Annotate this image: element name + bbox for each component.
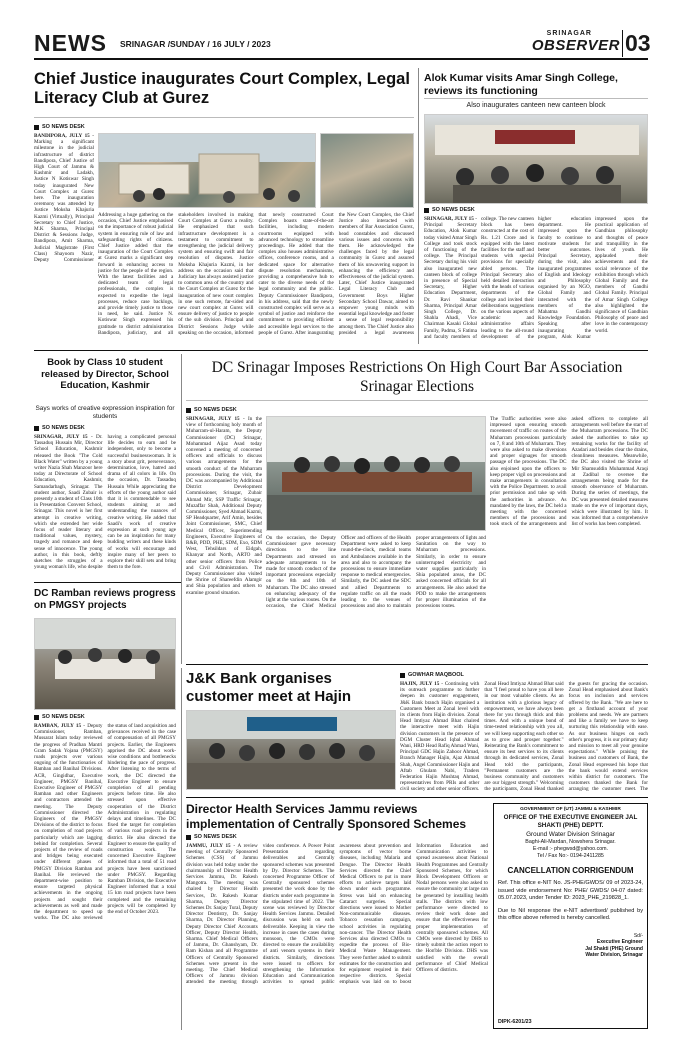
- book-subhead: Says works of creative expression inspiration for students: [35, 405, 175, 420]
- ak-photo: [424, 114, 648, 204]
- dc-byline: [186, 407, 237, 413]
- dc-body-mid: [266, 535, 486, 660]
- tender-line-3: Ground Water Division Srinagar: [526, 831, 615, 838]
- health-para-8: The Director Health Services directed the Chief Medical Officers to put in more efforts to achieve targets laid down under each programme.: [339, 861, 412, 893]
- ramban-para-8: The concerned Executive Engineer informed that a total of 51 road projects have been sanctioned under PMGSY. Regarding Ramban Division, the Executive Engineer informed that a total 15 km road projects have been completed and the remaining projects will be completed by the end of October 2023.: [107, 847, 176, 916]
- tender-body-1: Ref. This office e-NIT No. JS-PHE/GWDS/ 09 of 2023-24, issued vide endorsement No: PHE/ GWDS/ 04-07 dated: 05.07.2023, under Tender ID: 2023_PHE_219828_1.: [498, 880, 643, 902]
- dc-dateline: SRINAGAR, JULY 15: [186, 416, 240, 422]
- cj-para-10: the commitment to providing efficient and accessible legal services to the people of Gurez.: [258, 311, 334, 336]
- ramban-para-1: ACR, Gingidhar, Executive Engineer, PMGSY Banihal, Executive Engineer of PMGSY Ramban and other Engineers and contractors attended the meeting.: [34, 772, 103, 810]
- jk-lead: Continuing with its outreach programme to further deepen its customer engagement, J&K Bank branch Hajin organised a Customers Meet at Zonal level with its clients from Hajin division.: [400, 681, 480, 719]
- dc-lead: In the view of forthcoming holy month of Muharram-ul-Haram, the Deputy Commissioner (DC) Srinagar, Mohammad Aijaz Asad today convened a meeting of concerned officers and officials to discuss: [186, 416, 262, 460]
- byline-square-icon: [400, 673, 405, 678]
- ramban-para-7: The DC fixed the target for completion of various road projects in the district. He also directed the Engineer to ensure the quality of construction work.: [107, 816, 176, 854]
- cj-photo-image: [99, 134, 316, 208]
- ak-para-4: Principal Secretary, during the visit, also inaugurated programmes of English and Ideology and Philosophy: [538, 253, 591, 285]
- cj-para-5: Justice Moksha Khajuria Kazmi, in her address on the occasion said that Judiciary has always assisted justice to common area of the country and the Court Complex at Gurez for the inauguration of new court complex in one such remote, far-sided and new court complex at Gurez: [178, 255, 254, 312]
- cj-photo-2: [320, 133, 414, 208]
- jk-body: HAJIN, JULY 15 - Continuing with its outreach programme to further deepen its customer engagement, J&K Bank branch Hajin organised a Customers Meet at Zonal level with its clients from Hajin division. Zonal Head Imtiyaz Ahmad Bhat chaired the interactive meet with Hajin division customers in the presence of DGM Cluster Head Iqbal Ahmad Wani, HRD Head Rafiq Ahmad Wani, Principal GDC Hajin Zahoor Ahmad, Branch Manager Hajin, Ajaz Ahmad Shah, Angel Commissioner Hajin and Aftab Ghulam Nabi, Traders Federation Hajin Mushtaq Ahmad, representatives from PRIs and other civil society and other senior officers. Zonal Head Imtiyaz Ahmad Bhat said that "I feel proud to have you all here in our most valuable clients. As an institution with a glorious legacy of empowerment, we have always been there for you through thick and thin times. And with a unique bond of time-tested relationship with you all, we will keep supporting each other so as to grow and prosper together." Reiterating the Bank's commitment to ensure its best services to its clients through its dedicated services, Zonal Head told the participants, "Permanent customers are the business community and customers are our biggest strength." Welcoming the participants, Zonal Head thanked the guests for gracing the occasion. Zonal Head emphasised about Bank's focus on inclusion and services offered by the Bank. "We are here to get a firsthand account of your problems and needs. We are partners and like a family we have to keep nurturing this relationship with ease. As our business hinges on each other's progress, it is our primary duty and mission to meet all your genuine expectations." While praising the business and customers of Bank, the Zonal Head expressed his hope that the bank would extend services within district for customers. The customers thanked the Bank for arranging the customer meet. The: [400, 681, 648, 793]
- jk-photo: [186, 710, 396, 790]
- health-para-7: Keeping in view the increase in cases the cases during monsoon, the CMOs were directed to ensure the availability of anti venom systems in their districts. Similarly, directions were issued to officers for strengthening the Information Education and Communication activities to spread public awareness about prevention and symptoms of vector borne diseases, including Malaria and Dengue.: [262, 843, 412, 986]
- health-para-10: The Director Health Services also directed CMOs to expedite the process of Bio-Medical Waste Management. They were further asked to submit estimates for the construction and for equipment required in their respective districts.: [339, 929, 412, 980]
- issue-dateline: SRINAGAR /SUNDAY / 16 JULY / 2023: [120, 39, 271, 49]
- book-lead: Dr. Tassaduq Hussain Mir, Director School Education, Kashmir released the Book "The Cold Black Water" written by a young writer Nazia Shah Manzoor here today at Directorate of School Education, Kashmir, Samandarbagh, Srinagar.: [34, 434, 103, 490]
- cj-para-1: The inauguration ceremony was attended by Justice Moksha Khajuria Kazmi (Virtually), Principal Secretary to Chief Justice, M.K Sharma, Principal District & Sessions Judge, Bandipora, Amit Sharma, Judicial Magistrate (First Class) Shayoom Nazir, Deputy Commissioner: [34, 195, 94, 263]
- dc-para-11: As mandated by the laws, the DC held a meeting with the concerned members of the processions and took stock of the arrangements and asked officers to complete all arrangements well before the start of the Muharram processions. The DC asked the authorities to take up remaining works for the facility of Azadari and besides clear the drains, cleanliness measures.: [490, 416, 648, 528]
- cj-para-11: After inaugurating the New Court Complex, the Chief Justice also interacted with members of Bar Association Gurez, head constables and discussed various issues and concerns with them. He acknowledged the challenges faced by the legal community in Gurez and assured them of his unwavering support in enhancing the efficiency and effectiveness of the judicial system.: [295, 212, 414, 336]
- cj-para-9: Deputy Commissioner Bandipora, in his address, said that the newly constructed complex will serve as a symbol of justice and reinforce: [258, 292, 334, 318]
- cj-para-2: Addressing a huge gathering on the occasion, Chief Justice emphasised on the importance of robust judicial system in ensuring rule of law and safeguarding rights of citizens. Chief Justice added that the inauguration of the Court Complex at Gurez marks a significant step forward in enhancing access to justice for the people of the region. With the latest facilities and a dedicated team of legal professionals, the complex is expected to expedite the legal: [98, 212, 174, 299]
- tender-line-1: GOVERNMENT OF (UT) JAMMU & KASHMIR: [520, 807, 621, 812]
- ramban-para-3: Several projects of the review of roads and bridges being executed under different phases of PMGSY Division Ramban and Banihal. He reviewed the department-wise position to ensure targeted physical achievements in the ongoing projects and sought their achievements as well and made the department to speed up works.: [34, 840, 103, 922]
- jk-photo-image: [187, 711, 396, 790]
- jk-byline-text: GOWHAR MAQBOOL: [408, 672, 464, 678]
- health-body: JAMMU, JULY 15 - A review meeting of Centrally Sponsored Schemes (CSS) of Jammu division was held today under the chairmanship of Director Health Services Jammu, Dr. Rakesh Mangotra. The meeting was chaired by Director Health Services, Dr. Rakesh Kumar Sharma, Deputy Director Schemes Dr. Sanjay Tural, Deputy Director Dentistry, Dr. Sanjay Sharma, Dr. Director Planning, Deputy Director Chief Accounts Officer, Deputy Director Health, Sharma. Chief Medical Officers of Jammu, Dr. Ghanshyam, Dr. Ram Kishan and all Programme Officers of Centrally Sponsored Schemes were present in the meeting. The Chief Medical Officers of Jammu division attended the meeting through video conference. A Power Point Presentation regarding deliverables and Centrally sponsored schemes was presented by Dy. Director Schemes. The concerned Programme Officer of Centrally sponsored schemes presented the work done by the districts under each programme in the stipulated time of 2022. The scene was reviewed by Director Health Services Jammu. Detailed discussion was held on each deliverable. Keeping in view the increase in cases the cases during monsoon, the CMOs were directed to ensure the availability of anti venom systems in their districts. Similarly, directions were issued to officers for strengthening the Information Education and Communication activities to spread public awareness about prevention and symptoms of vector borne diseases, including Malaria and Dengue. The Director Health Services directed the Chief Medical Officers to put in more efforts to achieve targets laid down under each programme. Stress was laid on enhancing Cataract surgeries. Special directions were issued to Mother Non-communicable diseases. Tobacco cessation campaign, school activities in regulating non-cancer. The Director Health Services also directed CMOs to expedite the process of Bio-Medical Waste Management. They were further asked to submit estimates for the construction and for equipment required in their respective districts. Special emphasis was laid on to boost Information Education and Communication activities to spread awareness about National Health Programmes and Centrally Sponsored Schemes, for which Block Development Officers or Nodal persons were also asked to ensure the community at large can be generated by installing health stalls. The districts with low performance were directed to review their work done and ensure that the effectiveness for proper implementation of centrally sponsored schemes. All CMOs were directed by DHS to timely submit the action report to the Hon'ble Division. DHS was satisfied with the overall performance of Chief Medical Officers of districts.: [186, 843, 488, 986]
- section-rule-1: [34, 350, 648, 351]
- ramban-lead: Deputy Commissioner, Ramban, Mussarat Islam today reviewed the progress of Pradhan Mantri Gram Sadak Yojana (PMGSY) roads projects over various ongoing of the functionaries of Ramban and Banihal Divisions.: [34, 723, 103, 773]
- ak-para-6: Speaking after inaugurating the program, Alok Kumar impressed upon the practical application of Gandhian philosophy and thoughts of peace and tranquillity in the lives of youth. He applauded their achievements and the social relevance of the exhibition through which Global Family and the members of Gandhi Global Family.: [538, 216, 648, 340]
- cj-para-6: will ensure delivery of justice to people of the sub division.: [178, 305, 254, 324]
- ak-photo-image: [425, 115, 648, 204]
- ak-lead: Principal Secretary Education, Alok Kumar today visited Amar Singh College and took stock of functioning of the college.: [424, 222, 477, 260]
- jk-para-4: "Permanent customers are the business community and customers are our biggest strength.": [484, 767, 564, 787]
- dc-para-5: On the occasion, the Chief Medical Officer and officers of the Health Department were asked to keep round-the-clock, medical teams and Ambulances available in the area and also to accompany the processions to ensure immediate response to medical emergencies.: [266, 535, 411, 610]
- jk-para-5: Welcoming the participants, Zonal Head thanked the guests for gracing the occasion. Zonal Head emphasised about Bank's focus on inclusion and services offered by the Bank.: [484, 681, 648, 793]
- dc-para-10: to avail prior permission and take up with the authorities in advance.: [490, 484, 567, 503]
- tender-notice: [493, 803, 648, 1029]
- dc-para-3: The Deputy Commissioner also visited the Shrine of Shareefdin Alamgir and Shia population and others to examine ground situation.: [186, 564, 262, 596]
- ak-para-1: The Principal Secretary during his visit also inaugurated new canteen block of college in presence of Special Secretary, Higher Education Department, Dr. Ravi Shankar Sharma, Principal Amar Singh College, Dr. Shahla Ahadi, Vice Chairman Kasaki Global Family, Padma, S Fatima and faculty members of college. The new canteen block has been constructed at the cost of Rs. 1.21 Crore and is equipped: [424, 216, 534, 340]
- column-divider: [418, 68, 419, 344]
- ramban-byline-text: SO NEWS DESK: [42, 714, 85, 720]
- dc-byline-text: SO NEWS DESK: [194, 407, 237, 413]
- byline-square-icon: [34, 125, 39, 130]
- health-dateline: JAMMU, JULY 15: [186, 843, 231, 849]
- book-body: SRINAGAR, JULY 15 - Dr. Tassaduq Hussain Mir, Director School Education, Kashmir released the Book "The Cold Black Water" written by a young writer Nazia Shah Manzoor here today at Directorate of School Education, Kashmir, Samandarbagh, Srinagar. The student author, Saadi Zubair is presently a student of Class 10th in Presentation Convent School, Srinagar. This novel is her first attempt in creative writing, which she extended her wide focus of reader literary and traditional values, mystery, tragedy and romance and deep sense of innocence. The young author, in this book, deftly sketches the struggles of a young woman's life, who despite having a complicated personal life decides to earn and be independent, only to become a successful businesswoman. It is a story about grit, perseverance, determination, love, hatred and drama of all colors in life. On the occasion, Dr. Tassaduq Hussain While appreciating the efforts of the young author said that it is commendable to see students aiming at and understanding the nuances of creative writing. He added that Saadi's work of creative expression at such young age can be an inspiration for many budding writers and these kinds of works will encourage and inspire many of her peers to explore their skill sets and bring them to the fore.: [34, 434, 176, 571]
- health-para-5: The scene was reviewed by Director Health Services Jammu.: [262, 898, 335, 918]
- dc-headline: DC Srinagar Imposes Restrictions On High Court Bar Association Srinagar Elections: [211, 359, 623, 395]
- ramban-para-4: The DC also reviewed the status of land acquisition and grievances received in the case of compensation of all PMGSY projects.: [50, 723, 176, 922]
- dc-para-12: Meanwhile, the DC also visited the Shrine of Mir Shamsuddin Muhammad Araqi at Zadibal to oversee the arrangements being made for the smooth observance of Muharram. During the series of meetings, the DC was presented detailed measures made on the eve of important days, which were illustrated by him. It was informed that a comprehensive list of works has been completed.: [571, 453, 648, 528]
- tender-line-2: OFFICE OF THE EXECUTIVE ENGINEER JAL SHAKTI (PHE) DEPTT.: [503, 814, 638, 829]
- section-rule-left: [34, 582, 181, 583]
- section-rule-3: [186, 797, 648, 798]
- byline-square-icon: [34, 426, 39, 431]
- ramban-para-2: The Deputy Commissioner directed the Engineers of the PMGSY Divisions of the district to focus on completion of road projects particularly which are lagging behind for completion.: [34, 803, 103, 847]
- cj-para-8: He added that the complex also houses administrative offices, conference rooms, and a dedicated space for alternative dispute resolution mechanisms, providing a comprehensive hub to cater to the diverse needs of the legal community and the public.: [258, 243, 334, 293]
- book-para-4: On the occasion, Dr. Tassaduq Hussain While appreciating the efforts of the young author said that it is commendable to see students aiming at and understanding the nuances of creative writing. He added that Saadi's work of creative expression at such young age can be an inspiration for many budding writers and these kinds of works will encourage and inspire many of her peers to explore their skill sets and bring them to the fore.: [107, 471, 176, 571]
- jk-para-2: Zonal Head Imtiyaz Ahmad Bhat said that "I feel proud to have you all here in our most valuable clients. As an institution with a glorious legacy of empowerment, we have always been there for you through thick and thin times. And with a unique bond of time-tested relationship with you all, we will keep supporting each other so as to grow and prosper together.": [484, 681, 564, 743]
- cj-para-7: Principal and District Sessions Judge while speaking on the occasion, informed that newly constructed Court Complex boasts state-of-the-art facilities, including modern courtrooms equipped with advanced technology to streamline proceedings.: [178, 212, 334, 336]
- cj-headline: Chief Justice inaugurates Court Complex, Legal Literacy Club at Gurez: [34, 70, 410, 107]
- cj-para-12: Later, Chief Justice inaugurated Legal Literacy Club and Government Boys Higher Secondary School Dawar, aimed to empower young minds with essential legal knowledge and foster a sense of legal responsibility among them.: [338, 280, 414, 330]
- dc-para-2: During the visit, the DC was accompanied by Additional District Development Commissioner, Srinagar, Zubair Ahmad Mir, SSP Traffic Srinagar, Muzaffar Shah, Additional Deputy Commissioner, Syed Ahmad Kazmi, SP Headquarter, Arif Amin, besides Joint Commissioner, SMC, Chief Medical Officer, Superintending Engineers, Executive Engineers of R&B, PDD, PHE, SDM, Exo, SDM West, Tehsildars of Eidgah, Khanyar and North, ARTO and other senior officers from Police and Civil Administration.: [186, 471, 262, 571]
- tender-title: CANCELLATION CORRIGENDUM: [507, 866, 634, 875]
- health-para-9: Stress was laid on enhancing Cataract surgeries. Special directions were issued to Mother Non-communicable diseases. Tobacco cessation campaign, school activities in regulating non-cancer.: [339, 892, 412, 936]
- tender-line-5: E-mail :- phegwsd@yahoo.com.: [532, 846, 609, 852]
- health-para-2: The Chief Medical Officers of Jammu division attended the meeting through video conference.: [186, 843, 301, 986]
- book-headline: Book by Class 10 student released by Director, School Education, Kashmir: [41, 357, 169, 391]
- ak-para-7: Principal of Amar Singh College also highlighted the significance of Gandhian Philosophy of peace and love in the contemporary world.: [595, 290, 648, 334]
- ramban-para-5: Earlier, the Engineers apprised the DC about work-wise conditions and bottlenecks hindering the pace of progress.: [107, 741, 176, 767]
- health-para-4: The concerned Programme Officer of Centrally sponsored schemes presented the work done by the districts under each programme in the stipulated time of 2022.: [262, 867, 335, 905]
- tender-sig-1: Sd/-: [633, 932, 643, 939]
- newspaper-logo: [494, 30, 620, 60]
- cj-para-3: processes, reduce case backlogs, and provide timely justice to those in need, he said.: [98, 298, 174, 318]
- health-lead: A review meeting of Centrally Sponsored Schemes (CSS) of Jammu division was held today under the chairmanship of Director Health Services Jammu, Dr. Rakesh Mangotra.: [186, 843, 258, 887]
- jk-dateline: HAJIN, JULY 15: [400, 681, 440, 687]
- ak-byline: [424, 207, 475, 213]
- cj-col1: BANDIPORA, JULY 15 - Marking a significant milestone in the judicial infrastructure of district Bandipora, Chief Justice of High Court of Jammu & Kashmir and Ladakh, Justice N Kotiswar Singh today inaugurated New Court Complex at Gurez here. The inauguration ceremony was attended by Justice Moksha Khajuria Kazmi (Virtually), Principal Secretary to Chief Justice, M.K Sharma, Principal District & Sessions Judge, Bandipora, Amit Sharma, Judicial Magistrate (First Class) Shayoom Nazir, Deputy Commissioner: [34, 133, 94, 263]
- jk-byline: [400, 672, 464, 678]
- section-label: NEWS: [34, 30, 107, 56]
- book-para-3: struggles of a young woman's life, who despite having a complicated personal life decides to earn and be independent, only to become a successful businesswoman. It is a story about grit, perseverance, determination, love, hatred and drama of all colors in life.: [34, 434, 176, 571]
- jk-para-3: Reiterating the Bank's commitment to ensure its best services to its clients through its dedicated services, Zonal Head told the participants,: [484, 743, 564, 768]
- ramban-photo-image: [35, 619, 176, 710]
- byline-square-icon: [424, 208, 429, 213]
- ramban-photo: [34, 618, 176, 710]
- jk-para-7: While praising the business and customers of Bank, the Zonal Head expressed his hope that the bank would extend services within district for customers.: [568, 749, 648, 781]
- dc-photo: [266, 416, 486, 531]
- health-byline: [186, 834, 237, 840]
- dc-body-right: [490, 416, 648, 660]
- ramban-headline: DC Ramban reviews progress on PMGSY projects: [34, 588, 176, 611]
- ak-body: SRINAGAR, JULY 15 - Principal Secretary Education, Alok Kumar today visited Amar Singh College and took stock of functioning of the college. The Principal Secretary during his visit also inaugurated new canteen block of college in presence of Special Secretary, Higher Education Department, Dr. Ravi Shankar Sharma, Principal Amar Singh College, Dr. Shahla Ahadi, Vice Chairman Kasaki Global Family, Padma, S Fatima and faculty members of college. The new canteen block has been constructed at the cost of Rs. 1.21 Crore and is equipped with the latest facilities for the staff and students with special provisions for specially abled persons. The Principal Secretary also held detailed interaction with the heads of various departments of the college and invited their deliberations suggestions on the various aspects of academic and administrative affairs leading to the all-round development of the higher education department. He impressed upon the faculty to continue to motivate students for better outcomes. Principal Secretary, during the visit, also inaugurated programmes of English and Ideology and Philosophy organised by an NGO, Global Family and interacted with the members of the Mahatma Gandhi Knowledge Foundation. Speaking after inaugurating the program, Alok Kumar impressed upon the practical application of Gandhian philosophy and thoughts of peace and tranquillity in the lives of youth. He applauded their achievements and the social relevance of the exhibition through which Global Family and the members of Gandhi Global Family. Principal of Amar Singh College also highlighted the significance of Gandhian Philosophy of peace and love in the contemporary world.: [424, 216, 648, 340]
- jk-para-8: The customers thanked the Bank for arranging the customer meet. The: [568, 774, 648, 793]
- book-dateline: SRINAGAR, JULY 15: [34, 434, 88, 440]
- health-para-12: The districts with low performance were directed to review their work done and ensure that the effectiveness for proper implementation of centrally sponsored schemes.: [416, 898, 488, 936]
- logo-top-text: SRINAGAR: [546, 30, 592, 37]
- cj-para-4: Justice N. Kotiswar Singh expressed his gratitude to district administration Bandipora, judiciary, and all stakeholders involved in making Court Complex at Gurez a reality. He emphasized that such infrastructure development is a testament to commitment to strengthening the judicial delivery system and ensuring swift and fair resolution of disputes.: [98, 212, 254, 336]
- byline-square-icon: [186, 835, 191, 840]
- book-para-2: The young author, in this book, deftly sketches the: [34, 545, 103, 565]
- health-para-1: The meeting was chaired by Director Health Services, Dr. Rakesh Kumar Sharma, Deputy Director Schemes Dr. Sanjay Tural, Deputy Director Dentistry, Dr. Sanjay Sharma, Dr. Director Planning, Deputy Director Chief Accounts Officer, Deputy Director Health, Sharma. Chief Medical Officers of Jammu, Dr. Ghanshyam, Dr. Ram Kishan and all Programme Officers of Centrally Sponsored Schemes were present in the meeting.: [186, 880, 258, 974]
- tender-body-2: Due to Nil response the e-NIT advertised/ published by this office above referred is hereby cancelled.: [498, 907, 643, 922]
- health-para-3: A Power Point Presentation regarding deliverables and Centrally sponsored schemes was presented by Dy. Director Schemes.: [262, 843, 335, 874]
- ak-byline-text: SO NEWS DESK: [432, 207, 475, 213]
- dc-para-4: On the occasion, the Deputy Commissioner gave necessary directions to the line Departments and stressed on adequate arrangements to be made for smooth conduct of the important processions especially on the 8th and 10th of Muharram. The DC also stressed on enhancing adequacy of the light at the various routes.: [266, 535, 336, 604]
- dc-headline-rule: [186, 400, 648, 401]
- ramban-body: RAMBAN, JULY 15 - Deputy Commissioner, Ramban, Mussarat Islam today reviewed the progress of Pradhan Mantri Gram Sadak Yojana (PMGSY) roads projects over various ongoing of the functionaries of Ramban and Banihal Divisions. ACR, Gingidhar, Executive Engineer, PMGSY Banihal, Executive Engineer of PMGSY Ramban and other Engineers and contractors attended the meeting. The Deputy Commissioner directed the Engineers of the PMGSY Divisions of the district to focus on completion of road projects particularly which are lagging behind for completion. Several projects of the review of roads and bridges being executed under different phases of PMGSY Division Ramban and Banihal. He reviewed the department-wise position to ensure targeted physical achievements in the ongoing projects and sought their achievements as well and made the department to speed up works. The DC also reviewed the status of land acquisition and grievances received in the case of compensation of all PMGSY projects. Earlier, the Engineers apprised the DC about work-wise conditions and bottlenecks hindering the pace of progress. After listening to the terms of work, the DC directed the Executive Engineer to ensure completion of all pending projects before time. He also stressed upon effective cooperation of the District Administration in regulating delays and timelines. The DC fixed the target for completion of various road projects in the district. He also directed the Engineer to ensure the quality of construction work. The concerned Executive Engineer informed that a total of 51 road projects have been sanctioned under PMGSY. Regarding Ramban Division, the Executive Engineer informed that a total 15 km road projects have been completed and the remaining projects will be completed by the end of October 2023.: [34, 723, 176, 922]
- health-para-6: Detailed discussion was held on each deliverable.: [262, 911, 335, 930]
- dc-para-8: The Traffic authorities were also impressed upon ensuring smooth movement of traffic on routes of the Muharram processions particularly on 7, 8 and 10th of Muharram. They were also asked to make diversions and proper signages for smooth passage of the processions.: [490, 416, 567, 466]
- cj-col1-cont: [34, 266, 94, 342]
- byline-square-icon: [34, 715, 39, 720]
- ramban-para-6: After listening to the terms of work, the DC directed the Executive Engineer to ensure completion of all pending projects before time. He also stressed upon effective cooperation of the District Administration in regulating delays and timelines.: [107, 766, 176, 823]
- ramban-dateline: RAMBAN, JULY 15: [34, 723, 82, 729]
- cj-photo: [98, 133, 316, 208]
- masthead: [34, 30, 651, 60]
- cj-para-13: The Chief Justice also presided a legal awareness: [338, 323, 414, 336]
- jk-headline: J&K Bank organises customer meet at Hajin: [186, 670, 352, 705]
- tender-sig-3: Jal Shakti (PHE) Ground: [585, 945, 643, 952]
- cj-byline-text: SO NEWS DESK: [42, 124, 85, 130]
- cj-byline: [34, 124, 85, 130]
- cj-headline-rule: [34, 117, 414, 118]
- dc-photo-image: [267, 417, 486, 531]
- column-divider: [181, 668, 182, 1030]
- jk-para-1: Zonal Head Imtiyaz Ahmad Bhat chaired the interactive meet with Hajin division customers in the presence of DGM Cluster Head Iqbal Ahmad Wani, HRD Head Rafiq Ahmad Wani, Principal GDC Hajin Zahoor Ahmad, Branch Manager Hajin, Ajaz Ahmad Shah, Angel Commissioner Hajin and Aftab Ghulam Nabi, Traders Federation Hajin Mushtaq Ahmad, representatives from PRIs and other civil society and other senior officers.: [400, 712, 480, 793]
- book-para-1: The student author, Saadi Zubair is presently a student of Class 10th in Presentation Convent School, Srinagar. This novel is her first attempt in creative writing, which she extended her wide focus of reader literary and traditional values, mystery, tragedy and romance and deep sense of innocence.: [34, 483, 103, 552]
- column-divider: [181, 354, 182, 664]
- ak-headline-rule: [424, 98, 648, 99]
- ak-headline: Alok Kumar visits Amar Singh College, reviews its functioning: [424, 72, 618, 97]
- tender-line-6: Tel / Fax No:- 0194-2411285: [537, 853, 604, 859]
- page-number: 03: [622, 30, 648, 57]
- ramban-byline: [34, 714, 85, 720]
- tender-line-4: Baghi-Ali-Mardan, Nowshera Srinagar.: [525, 839, 616, 845]
- tender-sig-4: Water Division, Srinagar: [585, 952, 643, 959]
- tender-signature: [498, 933, 643, 959]
- cj-dateline: BANDIPORA, JULY 15: [34, 133, 90, 139]
- ak-para-2: with the latest facilities for the staff and students with special provisions for specially abled persons.: [481, 240, 535, 272]
- dc-para-6: Similarly, the DC asked the SDC and allied Departments to regulate traffic on all the roads leading to the venues of processions and also to maintain proper arrangements of lights and Sanitation on the way to Muharram processions.: [341, 535, 486, 610]
- byline-square-icon: [186, 408, 191, 413]
- tender-dipk: DIPK-6201/23: [498, 1019, 532, 1025]
- ak-subhead: Also inaugurates canteen new canteen block: [466, 102, 606, 109]
- ak-dateline: SRINAGAR, JULY 15: [424, 216, 474, 222]
- ak-para-5: organised by an NGO, Global Family and interacted with the members of the Mahatma Gandhi Knowledge Foundation.: [538, 284, 591, 322]
- health-para-11: Special emphasis was laid on to boost Information Education and Communication activities to spread awareness about National Health Programmes and Centrally Sponsored Schemes, for which Block Development Officers or Nodal persons were also asked to ensure the community at large can be generated by installing health stalls.: [339, 843, 488, 986]
- logo-main-text: OBSERVER: [531, 37, 620, 54]
- section-rule-2: [186, 664, 648, 665]
- health-para-13: All CMOs were directed by DHS to timely submit the action report to the Hon'ble Division. DHS was satisfied with the overall performance of Chief Medical Officers of districts.: [416, 929, 488, 974]
- tender-sig-2: Executive Engineer: [596, 939, 643, 946]
- health-byline-text: SO NEWS DESK: [194, 834, 237, 840]
- ak-para-3: The Principal Secretary also held detailed interaction with the heads of various departments of the college and invited their deliberations suggestions on the various aspects of academic and administrative affairs leading to the all-round development of the higher education department. He impressed upon the faculty to continue to motivate students for better outcomes.: [481, 216, 591, 340]
- dc-para-1: various arrangements for the smooth conduct of the Muharram processions.: [186, 459, 262, 478]
- health-headline: Director Health Services Jammu reviews implementation of Centrally Sponsored Schemes: [186, 802, 467, 831]
- dc-para-7: Similarly, in order to ensure uninterrupted electricity and water supplies particularly in Shia populated areas, the DC asked concerned officials for all arrangements. He also asked the PDD to make the arrangements for proper illumination of the processions routes.: [416, 553, 486, 610]
- dc-para-9: The DC also enjoined upon the officers to keep proper vigil on processions and make arrangements in consultation with the Police Department.: [490, 459, 567, 491]
- cj-body: [98, 212, 414, 342]
- book-byline-text: SO NEWS DESK: [42, 425, 85, 431]
- dc-col1: SRINAGAR, JULY 15 - In the view of forthcoming holy month of Muharram-ul-Haram, the Deputy Commissioner (DC) Srinagar, Mohammad Aijaz Asad today convened a meeting of concerned officers and officials to discuss various arrangements for the smooth conduct of the Muharram processions. During the visit, the DC was accompanied by Additional District Development Commissioner, Srinagar, Zubair Ahmad Mir, SSP Traffic Srinagar, Muzaffar Shah, Additional Deputy Commissioner, Syed Ahmad Kazmi, SP Headquarter, Arif Amin, besides Joint Commissioner, SMC, Chief Medical Officer, Superintending Engineers, Executive Engineers of R&B, PDD, PHE, SDM, Exo, SDM West, Tehsildars of Eidgah, Khanyar and North, ARTO and other senior officers from Police and Civil Administration. The Deputy Commissioner also visited the Shrine of Shareefdin Alamgir and Shia population and others to examine ground situation.: [186, 416, 262, 596]
- book-byline: [34, 425, 85, 431]
- cj-lead: Marking a significant milestone in the judicial infrastructure of district Bandipora, Chief Justice of High Court of Jammu & Kashmir and Ladakh, Justice N Kotiswar Singh today inaugurated New Court Complex at Gurez here.: [34, 139, 94, 202]
- jk-para-6: "We are here to get a firsthand account of your problems and needs. We are partners and like a family we have to keep nurturing this relationship with ease. As our business hinges on each other's progress, it is our primary duty and mission to meet all your genuine expectations.": [568, 699, 648, 756]
